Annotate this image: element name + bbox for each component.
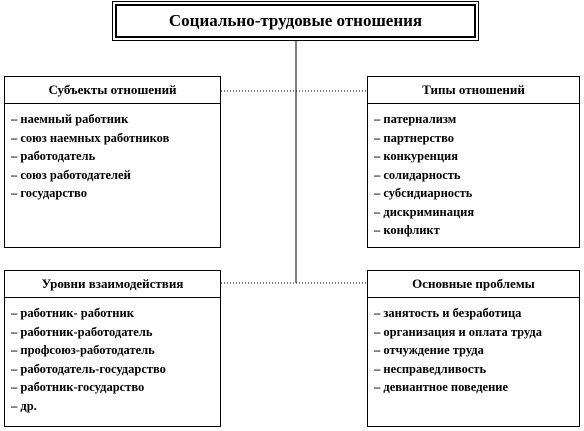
levels-heading: Уровни взаимодействия (5, 271, 220, 298)
subjects-list (5, 104, 220, 203)
list-item: – субсидиарность (374, 186, 473, 200)
list-item: – союз работодателей (11, 167, 131, 182)
list-item: – конкуренция (374, 149, 459, 163)
list-item: – занятость и безработица (374, 306, 522, 320)
list-item: – работник-работодатель (11, 324, 153, 339)
problems-list (368, 298, 579, 397)
subjects-heading: Субъекты отношений (5, 77, 220, 104)
subjects-box (4, 76, 221, 248)
list-item: – конфликт (374, 223, 440, 237)
list-item: – союз наемных работников (11, 130, 170, 145)
list-item: – патернализм (374, 112, 457, 126)
list-item: – работник-государство (11, 380, 145, 394)
types-heading: Типы отношений (368, 77, 579, 104)
levels-list (5, 298, 220, 415)
problems-heading: Основные проблемы (368, 271, 579, 298)
types-box (367, 76, 580, 248)
list-item: – отчуждение труда (374, 343, 484, 357)
list-item: – работник- работник (11, 306, 134, 320)
types-list (368, 104, 579, 240)
list-item: – несправедливость (374, 361, 487, 376)
levels-box (4, 270, 221, 427)
list-item: – работодатель (11, 149, 96, 163)
list-item: – организация и оплата труда (374, 324, 542, 339)
list-item: – работодатель-государство (11, 361, 166, 376)
diagram-title: Социально-трудовые отношения (115, 4, 476, 38)
list-item: – наемный работник (11, 112, 129, 126)
list-item: – дискриминация (374, 204, 475, 219)
list-item: – партнерство (374, 130, 455, 145)
problems-box (367, 270, 580, 427)
list-item: – государство (11, 186, 87, 200)
list-item: – девиантное поведение (374, 380, 509, 394)
list-item: – профсоюз-работодатель (11, 343, 155, 357)
list-item: – солидарность (374, 167, 461, 182)
list-item: – др. (11, 398, 37, 413)
